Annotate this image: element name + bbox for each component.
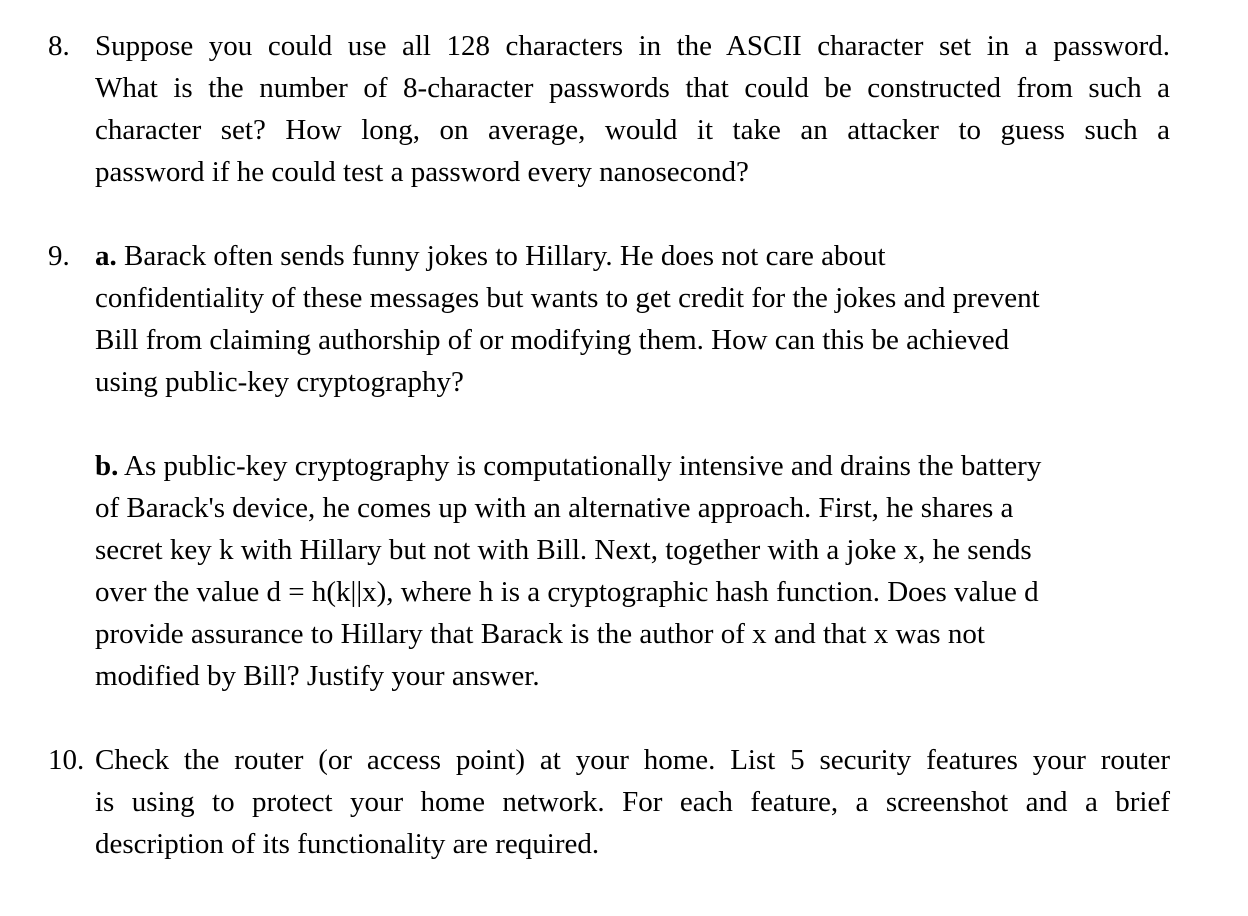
text-line: of Barack's device, he comes up with an alternative approach. First, he shares a [95, 492, 1014, 524]
question-part-b [95, 445, 1170, 697]
text-line: using public-key cryptography? [95, 366, 464, 398]
text-line: secret key k with Hillary but not with Bill. Next, together with a joke x, he sends [95, 534, 1032, 566]
text-line: Suppose you could use all 128 characters in the ASCII character set in a password. [95, 30, 1170, 62]
text-line: a. Barack often sends funny jokes to Hillary. He does not care about [95, 240, 886, 272]
text-line: What is the number of 8-character passwords that could be constructed from such a [95, 72, 1170, 104]
text-line: modified by Bill? Justify your answer. [95, 660, 540, 692]
text-line: b. As public-key cryptography is computationally intensive and drains the battery [95, 450, 1042, 482]
text-line: Check the router (or access point) at your home. List 5 security features your router [95, 744, 1170, 776]
text-line: over the value d = h(k||x), where h is a cryptographic hash function. Does value d [95, 576, 1039, 608]
text-line: is using to protect your home network. For each feature, a screenshot and a brief [95, 786, 1170, 818]
text-line: confidentiality of these messages but wants to get credit for the jokes and prevent [95, 282, 1040, 314]
text-line: provide assurance to Hillary that Barack is the author of x and that x was not [95, 618, 985, 650]
question-part-a [95, 235, 1170, 403]
question-text [95, 25, 1170, 193]
text-line: password if he could test a password every nanosecond? [95, 156, 749, 188]
part-label: a. [95, 240, 117, 272]
part-label: b. [95, 450, 119, 482]
question-number: 9. [48, 240, 70, 272]
question-number: 8. [48, 30, 70, 62]
question-number: 10. [48, 744, 85, 776]
question-text [95, 739, 1170, 865]
text-line: character set? How long, on average, would it take an attacker to guess such a [95, 114, 1170, 146]
text-line: Bill from claiming authorship of or modifying them. How can this be achieved [95, 324, 1010, 356]
text-line: description of its functionality are required. [95, 828, 600, 860]
